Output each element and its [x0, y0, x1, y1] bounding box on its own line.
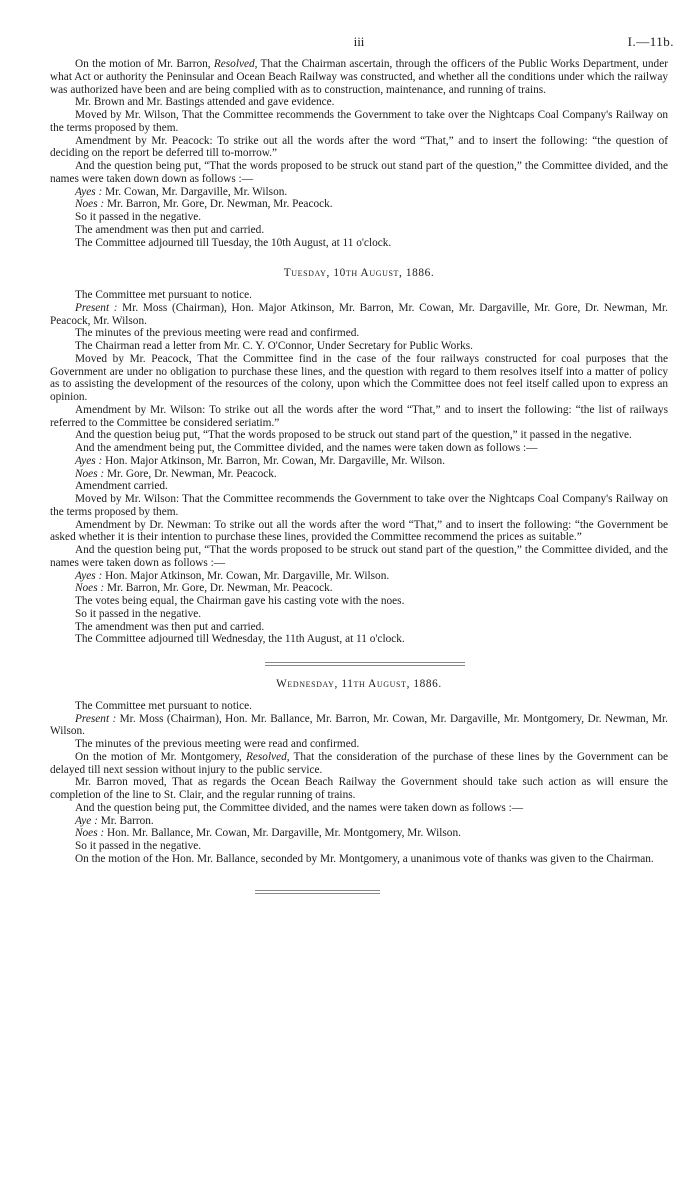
noes-line: Noes : Mr. Gore, Dr. Newman, Mr. Peacock. [75, 467, 277, 480]
section-wednesday [50, 700, 668, 866]
page-header [50, 34, 674, 58]
paragraph: And the question being put, “That the words proposed to be struck out stand part of the question,” the Committee divided, and the names were taken down down as follows :— [50, 160, 668, 185]
paragraph: Amendment by Dr. Newman: To strike out all the words after the word “That,” and to insert the following: “the Government be asked whether it is their intention to purchase these lines, provided the Committee recommend the prices as suitable.” [50, 518, 668, 544]
paragraph: And the question being put, the Committee divided, and the names were taken down as follows :— [75, 801, 524, 814]
ayes-line: Ayes : Hon. Major Atkinson, Mr. Barron, Mr. Cowan, Mr. Dargaville, Mr. Wilson. [75, 454, 446, 467]
paragraph: The Committee adjourned till Wednesday, the 11th August, at 11 o'clock. [75, 633, 405, 646]
document-reference: I.—11b. [627, 34, 674, 49]
paragraph: The Chairman read a letter from Mr. C. Y. O'Connor, Under Secretary for Public Works. [75, 340, 473, 352]
present-line: Present : Mr. Moss (Chairman), Hon. Major Atkinson, Mr. Barron, Mr. Cowan, Mr. Dargaville, Mr. Gore, Dr. Newman, Mr. Peacock, Mr. Wilson. [50, 301, 668, 327]
noes-line: Noes : Hon. Mr. Ballance, Mr. Cowan, Mr. Dargaville, Mr. Montgomery, Mr. Wilson. [75, 827, 461, 840]
paragraph: So it passed in the negative. [75, 840, 202, 852]
date-heading: Wednesday, 11th August, 1886. [276, 678, 442, 690]
paragraph: Amendment carried. [75, 480, 168, 493]
paragraph: On the motion of the Hon. Mr. Ballance, seconded by Mr. Montgomery, a unanimous vote of thanks was given to the Chairman. [75, 852, 654, 865]
paragraph: On the motion of Mr. Montgomery, Resolved, That the consideration of the purchase of these lines by the Government can be delayed till next session without injury to the public service. [50, 750, 668, 776]
ayes-line: Ayes : Hon. Major Atkinson, Mr. Cowan, Mr. Dargaville, Mr. Wilson. [75, 569, 390, 582]
paragraph: The Committee met pursuant to notice. [75, 289, 252, 301]
paragraph: The minutes of the previous meeting were read and confirmed. [75, 738, 360, 750]
noes-line: Noes : Mr. Barron, Mr. Gore, Dr. Newman, Mr. Peacock. [75, 582, 333, 595]
paragraph: Mr. Brown and Mr. Bastings attended and gave evidence. [75, 96, 335, 109]
section-continuation [50, 58, 668, 249]
ayes-line: Ayes : Mr. Cowan, Mr. Dargaville, Mr. Wilson. [75, 185, 288, 198]
paragraph: Amendment by Mr. Peacock: To strike out all the words after the word “That,” and to insert the following: “the question of deciding on the report be deferred till to-morrow.” [50, 134, 668, 160]
noes-line: Noes : Mr. Barron, Mr. Gore, Dr. Newman, Mr. Peacock. [75, 198, 333, 211]
paragraph: And the question beiug put, “That the words proposed to be struck out stand part of the question,” it passed in the negative. [75, 429, 632, 442]
section-divider [50, 656, 668, 672]
paragraph: Amendment by Mr. Wilson: To strike out all the words after the word “That,” and to insert the following: “the list of railways referred to the Committee be considered seriatim.” [50, 403, 668, 429]
paragraph: The Committee met pursuant to notice. [75, 699, 252, 712]
paragraph: On the motion of Mr. Barron, Resolved, That the Chairman ascertain, through the officers of the Public Works Department, under what Act or authority the Peninsular and Ocean Beach Railway was constructed, and whether all the conditions under which the railway was authorized have been and are being complied with as to construction, maintenance, and running of trains. [50, 58, 668, 96]
paragraph: So it passed in the negative. [75, 211, 202, 223]
section-tuesday [50, 289, 668, 646]
aye-line: Aye : Mr. Barron. [75, 814, 154, 827]
paragraph: The Committee adjourned till Tuesday, the 10th August, at 11 o'clock. [75, 236, 392, 249]
paragraph: The amendment was then put and carried. [75, 223, 265, 236]
paragraph: The minutes of the previous meeting were read and confirmed. [75, 327, 360, 340]
paragraph: And the amendment being put, the Committee divided, and the names were taken down as follows :— [75, 442, 538, 454]
paragraph: So it passed in the negative. [75, 607, 202, 620]
document-page [50, 34, 674, 900]
date-heading: Tuesday, 10th August, 1886. [283, 267, 435, 280]
paragraph: Moved by Mr. Wilson, That the Committee recommends the Government to take over the Nightcaps Coal Company's Railway on the terms proposed by them. [50, 109, 668, 134]
paragraph: The amendment was then put and carried. [75, 620, 265, 633]
paragraph: Mr. Barron moved, That as regards the Ocean Beach Railway the Government should take such action as will ensure the completion of the line to St. Clair, and the regular running of trains. [50, 776, 668, 801]
present-line: Present : Mr. Moss (Chairman), Hon. Mr. Ballance, Mr. Barron, Mr. Cowan, Mr. Dargaville, Mr. Montgomery, Dr. Newman, Mr. Wilson. [50, 712, 668, 738]
paragraph: Moved by Mr. Peacock, That the Committee find in the case of the four railways constructed for coal purposes that the Government are under no obligation to purchase these lines, and the question with regard to them resolves itself into a matter of policy as to assisting the development of the resources of the colony, upon which the Committee does not feel itself called upon to express an opinion. [50, 352, 668, 403]
paragraph: And the question being put, “That the words proposed to be struck out stand part of the question,” the Committee divided, and the names were taken down as follows :— [50, 544, 668, 569]
paragraph: Moved by Mr. Wilson: That the Committee recommends the Government to take over the Nightcaps Coal Company's Railway on the terms proposed by them. [50, 493, 668, 518]
page-number: iii [353, 34, 365, 49]
end-divider [50, 884, 668, 900]
paragraph: The votes being equal, the Chairman gave his casting vote with the noes. [75, 595, 405, 607]
